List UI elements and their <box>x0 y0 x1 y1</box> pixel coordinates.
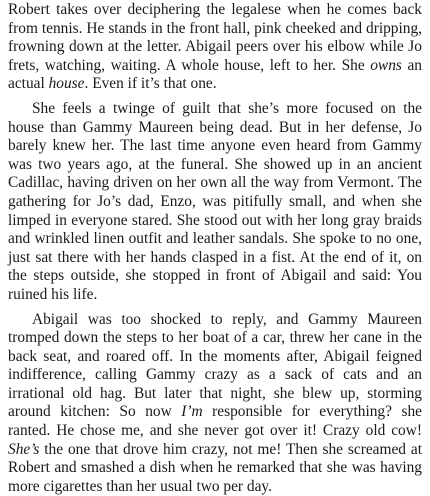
text-run: responsible for everything? she ranted. He chose me, and she never got over it! Crazy old cow! <box>8 403 422 439</box>
paragraph-1 <box>8 1 422 94</box>
text-run: an actual <box>8 57 422 93</box>
emphasis-shes: She’s <box>8 441 39 458</box>
text-run: . Even if it’s that one. <box>85 75 217 92</box>
text-run: Robert takes over deciphering the legalese when he comes back from tennis. He stands in the front hall, pink cheeked and dripping, frowning down at the letter. Abigail peers over his elbow while Jo frets, watching, waiting. A whole house, left to her. She <box>8 1 422 74</box>
paragraph-3 <box>8 311 422 496</box>
text-run: the one that drove him crazy, not me! Then she screamed at Robert and smashed a dish when he remarked that she was having more cigarettes than her usual two per day. <box>8 441 422 495</box>
emphasis-house: house <box>49 75 85 92</box>
text-run: She feels a twinge of guilt that she’s more focused on the house than Gammy Maureen being dead. But in her defense, Jo barely knew her. The last time anyone even heard from Gammy was two years ago, at the funeral. She showed up in an ancient Cadillac, having driven on her own all the way from Vermont. The gathering for Jo’s dad, Enzo, was pitifully small, and when she limped in everyone stared. She stood out with her long gray braids and wrinkled linen outfit and leather sandals. She spoke to no one, just sat there with her hands clasped in a fist. At the end of it, on the steps outside, she stopped in front of Abigail and said: You ruined his life. <box>8 100 422 303</box>
text-run: Abigail was too shocked to reply, and Gammy Maureen tromped down the steps to her boat of a car, threw her cane in the back seat, and roared off. In the moments after, Abigail feigned indifference, calling Gammy crazy as a sack of cats and an irrational old hag. But later that night, she blew up, storming around kitchen: So now <box>8 311 422 421</box>
emphasis-im: I’m <box>181 403 202 420</box>
emphasis-owns: owns <box>370 57 402 74</box>
paragraph-2 <box>8 100 422 305</box>
